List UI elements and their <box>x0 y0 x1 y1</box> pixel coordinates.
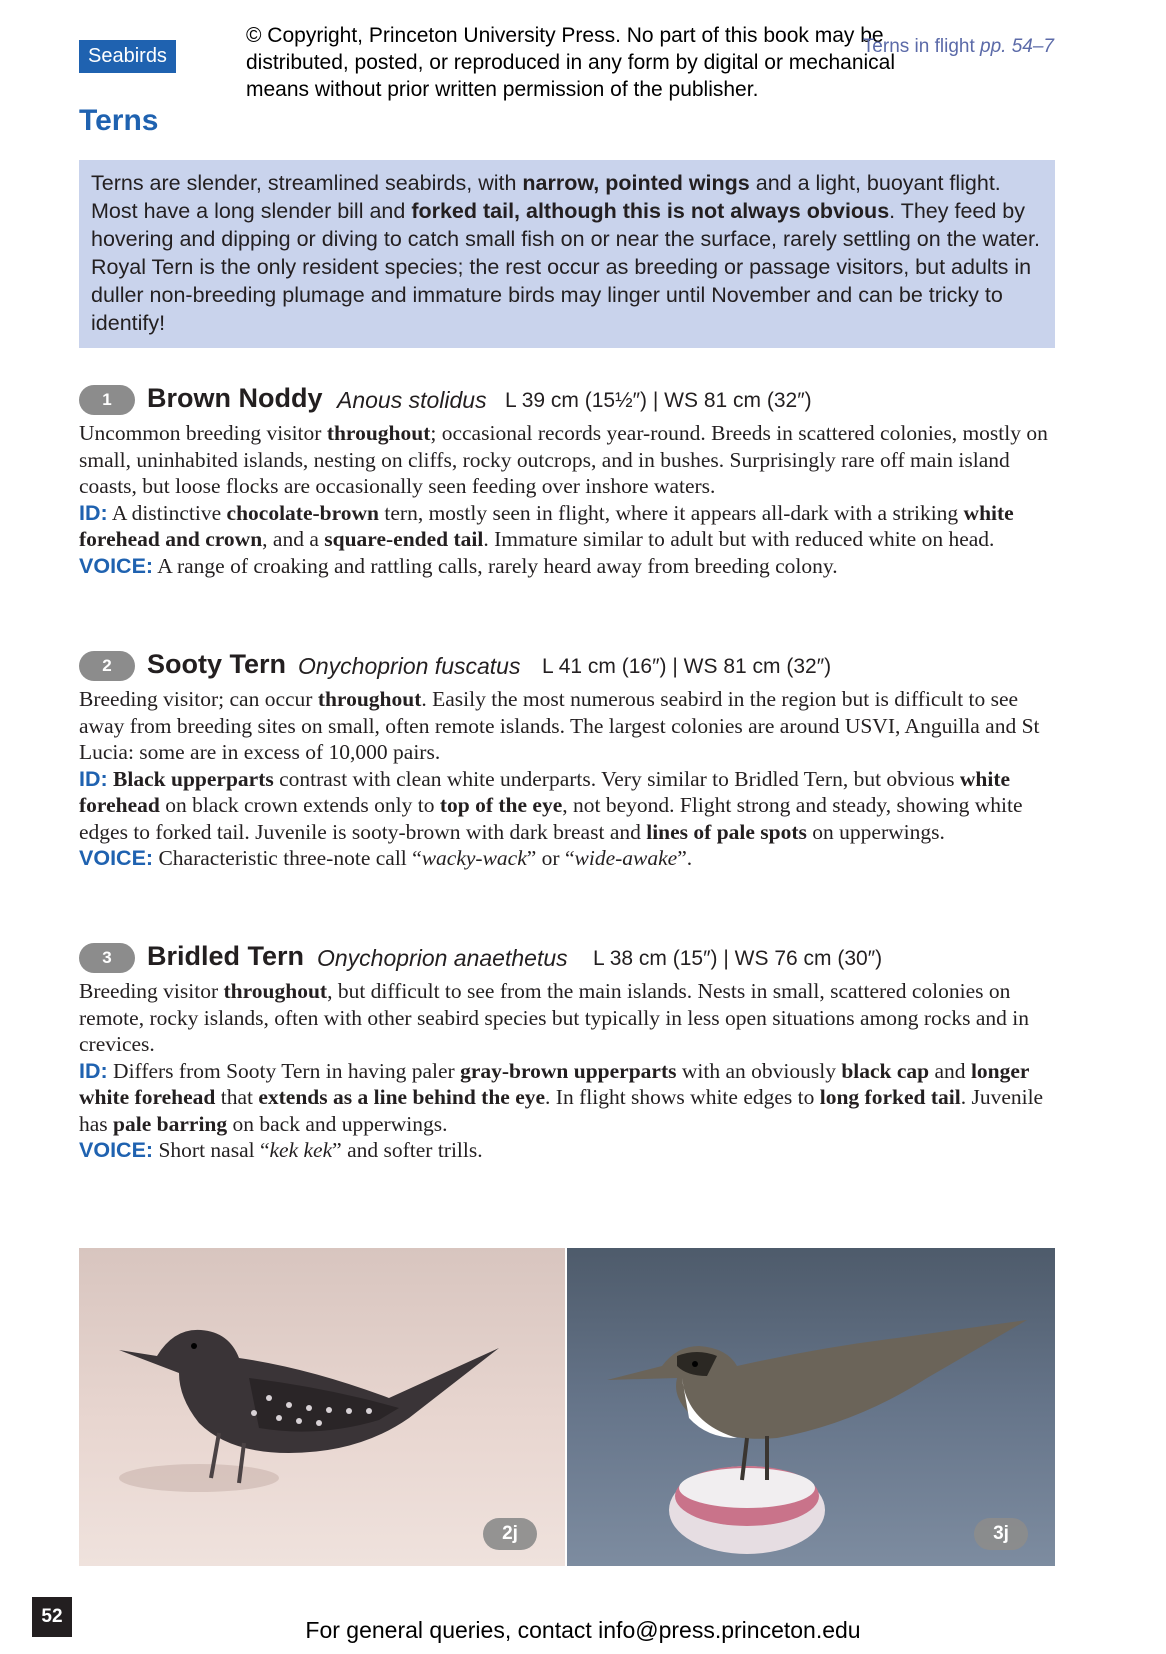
id-label: ID: <box>79 500 108 525</box>
bridled-tern-juvenile-photo-icon <box>567 1248 1055 1566</box>
species-common-name: Bridled Tern <box>147 941 305 971</box>
species-scientific-name: Onychoprion fuscatus <box>298 653 521 679</box>
intro-text: . They feed by hovering and dipping or diving to catch small fish on or near the surface, rarely settling on the water. Royal Tern is the only resident species; the rest occur as breeding or passage visitors, but adults in duller non-breeding plumage and immature birds may linger until November and can be tricky to identify! <box>91 199 1040 335</box>
page-number: 52 <box>32 1597 72 1637</box>
text: on black crown extends only to <box>159 793 440 817</box>
text: Short nasal “ <box>153 1138 270 1162</box>
species-heading <box>79 644 1059 686</box>
text: tern, mostly seen in flight, where it appears all-dark with a striking <box>379 500 964 525</box>
text: on back and upperwings. <box>227 1111 448 1136</box>
intro-bold: narrow, pointed wings <box>522 171 750 195</box>
text: that <box>215 1085 259 1109</box>
bold-text: white forehead and crown <box>79 500 1014 551</box>
text: . Juvenile has <box>79 1085 1044 1136</box>
bold-text: pale barring <box>113 1111 228 1136</box>
footer-contact: For general queries, contact info@press.princeton.edu <box>305 1617 861 1643</box>
text: Characteristic three-note call “ <box>153 846 422 870</box>
species-number-badge: 3 <box>79 943 135 973</box>
species-measurements: L 38 cm (15″) | WS 76 cm (30″) <box>593 947 883 970</box>
text: ; occasional records year-round. Breeds in scattered colonies, mostly on small, uninhabited islands, nesting on cliffs, rocky outcrops, and in bushes. Surprisingly rare off main island coasts, but loose flocks are occasionally seen feeding over inshore waters. <box>79 421 1048 498</box>
text: ” and softer trills. <box>332 1138 483 1162</box>
species-entry <box>79 644 1059 872</box>
photo-label-badge: 3j <box>974 1518 1028 1550</box>
text: . Easily the most numerous seabird in the region but is difficult to see away from breeding sites on small, often remote islands. The largest colonies are around USVI, Anguilla and St Lucia: some are in excess of 10,000 pairs. <box>79 687 1040 764</box>
species-entry <box>79 936 1059 1164</box>
bold-text: long forked tail <box>819 1085 961 1109</box>
bold-text: gray-brown upperparts <box>460 1058 677 1083</box>
text: on upperwings. <box>806 819 945 844</box>
voice-label: VOICE: <box>79 1138 154 1162</box>
species-common-name: Sooty Tern <box>147 649 287 679</box>
bold-text: lines of pale spots <box>646 819 807 844</box>
text: , but difficult to see from the main islands. Nests in small, scattered colonies on remote, rocky islands, often with other seabird species but typically in less open situations among rocks and in crevices. <box>79 979 1029 1056</box>
italic-text: kek kek <box>269 1138 333 1162</box>
text: Uncommon breeding visitor <box>79 421 327 445</box>
bold-text: throughout <box>223 979 328 1003</box>
text: . In flight shows white edges to <box>545 1085 820 1109</box>
intro-bold: forked tail, although this is not always obvious <box>411 199 890 223</box>
copyright-notice: © Copyright, Princeton University Press. No part of this book may be distributed, posted, or reproduced in any form by digital or mechanical means without prior written permission of the publisher. <box>246 24 896 101</box>
species-number-badge: 1 <box>79 385 135 415</box>
cross-ref-text: Terns in flight <box>862 36 975 57</box>
species-measurements: L 39 cm (15½″) | WS 81 cm (32″) <box>505 389 812 412</box>
text: and <box>929 1058 971 1083</box>
cross-reference <box>863 36 1054 58</box>
species-number-badge: 2 <box>79 651 135 681</box>
italic-text: wacky-wack <box>421 846 527 870</box>
species-description <box>79 420 1059 579</box>
species-scientific-name: Anous stolidus <box>337 387 487 413</box>
bold-text: Black upperparts <box>107 766 274 791</box>
text: with an obviously <box>676 1058 842 1083</box>
bold-text: longer white forehead <box>79 1058 1030 1109</box>
intro-box <box>79 160 1055 348</box>
species-scientific-name: Onychoprion anaethetus <box>317 945 568 971</box>
page-title: Terns <box>79 104 159 137</box>
cross-ref-pages: pp. 54–7 <box>980 36 1054 57</box>
bold-text: white forehead <box>79 766 1011 817</box>
voice-label: VOICE: <box>79 553 154 578</box>
bold-text: square-ended tail <box>324 527 484 551</box>
bold-text: throughout <box>317 687 422 711</box>
text: ”. <box>677 846 693 870</box>
id-label: ID: <box>79 766 108 791</box>
bold-text: throughout <box>326 421 431 445</box>
bold-text: top of the eye <box>439 793 563 817</box>
text: Differs from Sooty Tern in having paler <box>107 1058 461 1083</box>
text: A distinctive <box>107 500 227 525</box>
section-tag: Seabirds <box>79 40 176 73</box>
bold-text: chocolate-brown <box>226 500 380 525</box>
text: A range of croaking and rattling calls, rarely heard away from breeding colony. <box>153 553 838 578</box>
italic-text: wide-awake <box>574 846 678 870</box>
species-heading <box>79 378 1059 420</box>
species-description <box>79 978 1059 1164</box>
text: , and a <box>262 527 325 551</box>
text: Breeding visitor <box>79 979 224 1003</box>
bridled-tern-photo <box>567 1248 1055 1566</box>
bold-text: extends as a line behind the eye <box>258 1085 546 1109</box>
species-common-name: Brown Noddy <box>147 383 323 413</box>
sooty-tern-photo <box>79 1248 565 1566</box>
text: . Immature similar to adult but with reduced white on head. <box>483 527 995 551</box>
text: , not beyond. Flight strong and steady, showing white edges to forked tail. Juvenile is sooty-brown with dark breast and <box>79 793 1023 844</box>
species-entry <box>79 378 1059 579</box>
bold-text: black cap <box>841 1058 930 1083</box>
species-description <box>79 686 1059 872</box>
intro-text: Terns are slender, streamlined seabirds, with <box>91 171 523 195</box>
text: contrast with clean white underparts. Very similar to Bridled Tern, but obvious <box>273 766 960 791</box>
text: ” or “ <box>526 846 575 870</box>
species-measurements: L 41 cm (16″) | WS 81 cm (32″) <box>542 655 832 678</box>
intro-text: and a light, buoyant flight. Most have a long slender bill and <box>91 171 1001 223</box>
photo-label-badge: 2j <box>483 1518 537 1550</box>
id-label: ID: <box>79 1058 108 1083</box>
species-heading <box>79 936 1059 978</box>
voice-label: VOICE: <box>79 846 154 870</box>
text: Breeding visitor; can occur <box>79 687 318 711</box>
